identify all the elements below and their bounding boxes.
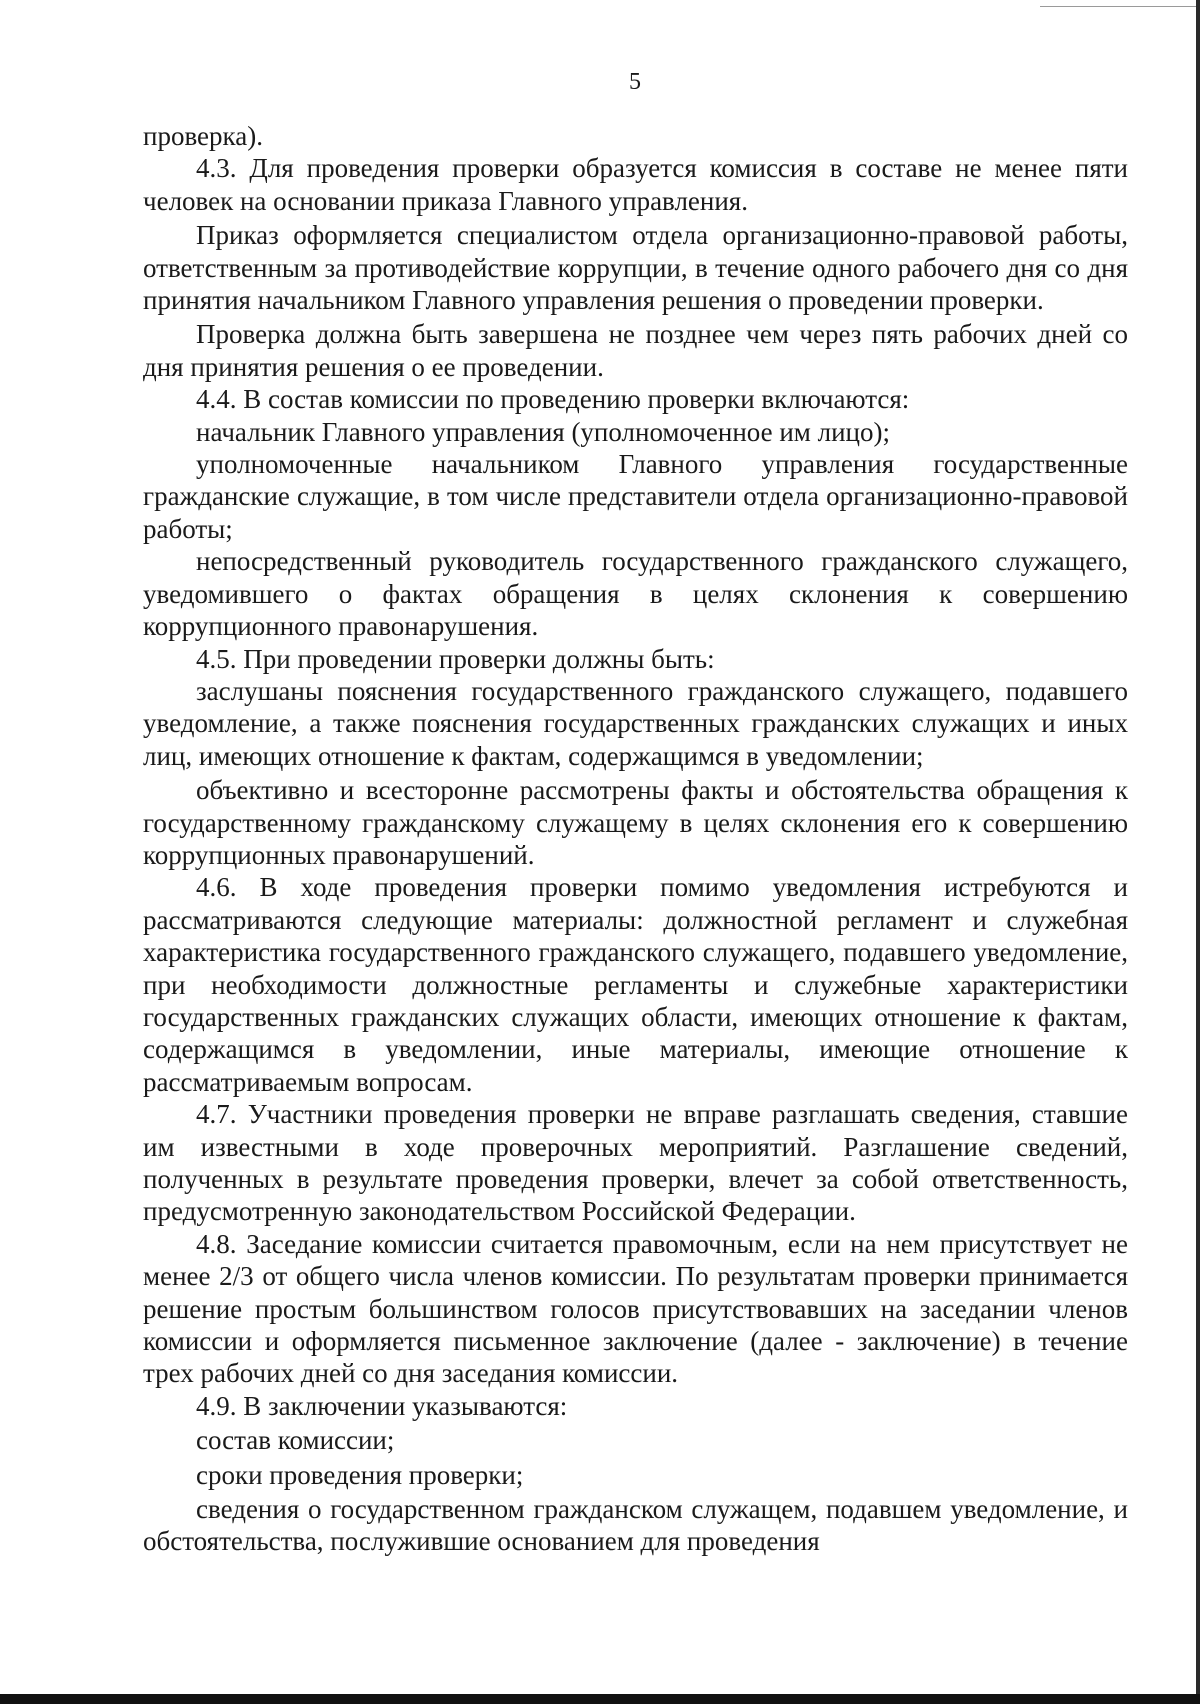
paragraph-employee-info: сведения о государственном гражданском служащем, подавшем уведомление, и обстоятельства, послужившие основанием для проведения <box>143 1494 1128 1557</box>
scan-edge-right <box>1196 0 1200 1704</box>
paragraph-continuation: проверка). <box>143 121 263 151</box>
document-body <box>143 120 1128 1558</box>
paragraph-check-deadline: Проверка должна быть завершена не позднее чем через пять рабочих дней со дня принятия решения о ее проведении. <box>143 319 1128 382</box>
paragraph-commission-member-authorized: уполномоченные начальником Главного управления государственные гражданские служащие, в том числе представители отдела организационно-правовой работы; <box>143 449 1128 544</box>
page-number: 5 <box>629 69 641 95</box>
scan-edge-top-line <box>1040 6 1200 7</box>
paragraph-commission-member-supervisor: непосредственный руководитель государственного гражданского служащего, уведомившего о фактах обращения в целях склонения к совершению коррупционного правонарушения. <box>143 546 1128 642</box>
paragraph-explanations-heard: заслушаны пояснения государственного гражданского служащего, подавшего уведомление, а также пояснения государственных гражданских служащих и иных лиц, имеющих отношение к фактам, содержащимся в уведомлении; <box>143 675 1128 771</box>
paragraph-order-preparation: Приказ оформляется специалистом отдела организационно-правовой работы, ответственным за противодействие коррупции, в течение одного рабочего дня со дня принятия начальником Главного управления решения о проведении проверки. <box>143 220 1128 316</box>
paragraph-check-terms: сроки проведения проверки; <box>196 1459 524 1490</box>
paragraph-4-8: 4.8. Заседание комиссии считается правомочным, если на нем присутствует не менее 2/3 от общего числа членов комиссии. По результатам проверки принимается решение простым большинством голосов присутствовавших на заседании членов комиссии и оформляется письменное заключение (далее - заключение) в течение трех рабочих дней со дня заседания комиссии. <box>143 1228 1128 1389</box>
paragraph-facts-considered: объективно и всесторонне рассмотрены факты и обстоятельства обращения к государственному гражданскому служащему в целях склонения его к совершению коррупционных правонарушений. <box>143 775 1128 870</box>
paragraph-4-4: 4.4. В состав комиссии по проведению проверки включаются: <box>196 384 910 415</box>
paragraph-4-3: 4.3. Для проведения проверки образуется комиссия в составе не менее пяти человек на основании приказа Главного управления. <box>143 153 1128 216</box>
paragraph-4-5: 4.5. При проведении проверки должны быть: <box>196 643 715 674</box>
scan-edge-bottom <box>0 1694 1200 1704</box>
paragraph-4-9: 4.9. В заключении указываются: <box>196 1390 568 1421</box>
paragraph-4-7: 4.7. Участники проведения проверки не вправе разглашать сведения, ставшие им известными в ходе проверочных мероприятий. Разглашение сведений, полученных в результате проведения проверки, влечет за собой ответственность, предусмотренную законодательством Российской Федерации. <box>143 1099 1128 1227</box>
paragraph-4-6: 4.6. В ходе проведения проверки помимо уведомления истребуются и рассматриваются следующие материалы: должностной регламент и служебная характеристика государственного гражданского служащего, подавшего уведомление, при необходимости должностные регламенты и служебные характеристики государственных гражданских служащих области, имеющих отношение к фактам, содержащимся в уведомлении, иные материалы, имеющие отношение к рассматриваемым вопросам. <box>143 872 1128 1097</box>
paragraph-commission-member-head: начальник Главного управления (уполномоченное им лицо); <box>196 416 890 447</box>
paragraph-commission-composition: состав комиссии; <box>196 1425 395 1456</box>
